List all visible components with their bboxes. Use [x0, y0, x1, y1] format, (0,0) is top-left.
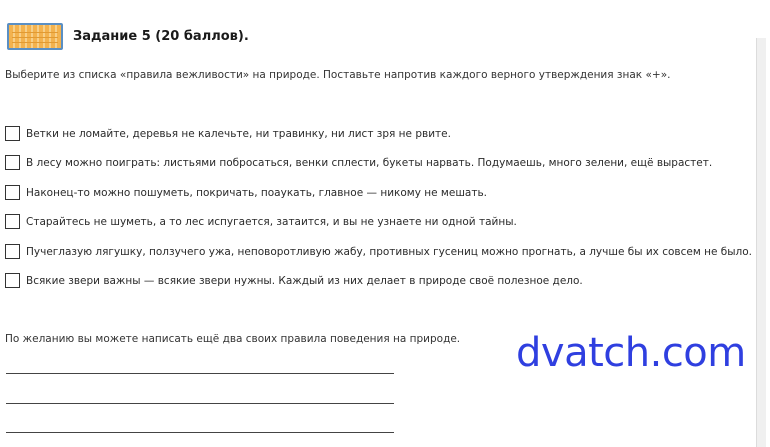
- answer-line[interactable]: [6, 432, 394, 433]
- checkbox[interactable]: [5, 273, 20, 288]
- checklist-item-label: Старайтесь не шуметь, а то лес испугается, затаится, и вы не узнаете ни одной тайны.: [26, 216, 517, 228]
- checkbox[interactable]: [5, 126, 20, 141]
- optional-task-note: По желанию вы можете написать ещё два своих правила поведения на природе.: [5, 333, 461, 345]
- checkbox[interactable]: [5, 214, 20, 229]
- checklist-item-label: Ветки не ломайте, деревья не калечьте, ни травинку, ни лист зря не рвите.: [26, 128, 451, 140]
- keyboard-icon: [7, 23, 63, 50]
- task-instructions: Выберите из списка «правила вежливости» на природе. Поставьте напротив каждого верного утверждения знак «+».: [5, 69, 671, 81]
- scrollbar[interactable]: [756, 38, 766, 447]
- checkbox[interactable]: [5, 244, 20, 259]
- task-title: Задание 5 (20 баллов).: [73, 29, 249, 44]
- checkbox[interactable]: [5, 155, 20, 170]
- checklist-item-label: В лесу можно поиграть: листьями побросаться, венки сплести, букеты нарвать. Подумаешь, много зелени, ещё вырастет.: [26, 157, 713, 169]
- answer-line[interactable]: [6, 403, 394, 404]
- answer-line[interactable]: [6, 373, 394, 374]
- checklist-item-label: Наконец-то можно пошуметь, покричать, поаукать, главное — никому не мешать.: [26, 187, 488, 199]
- watermark: dvatch.com: [516, 330, 746, 376]
- checklist-item-label: Пучеглазую лягушку, ползучего ужа, неповоротливую жабу, противных гусениц можно прогнать, а лучше бы их совсем не было.: [26, 246, 753, 258]
- checklist-item-label: Всякие звери важны — всякие звери нужны. Каждый из них делает в природе своё полезное дело.: [26, 275, 583, 287]
- checkbox[interactable]: [5, 185, 20, 200]
